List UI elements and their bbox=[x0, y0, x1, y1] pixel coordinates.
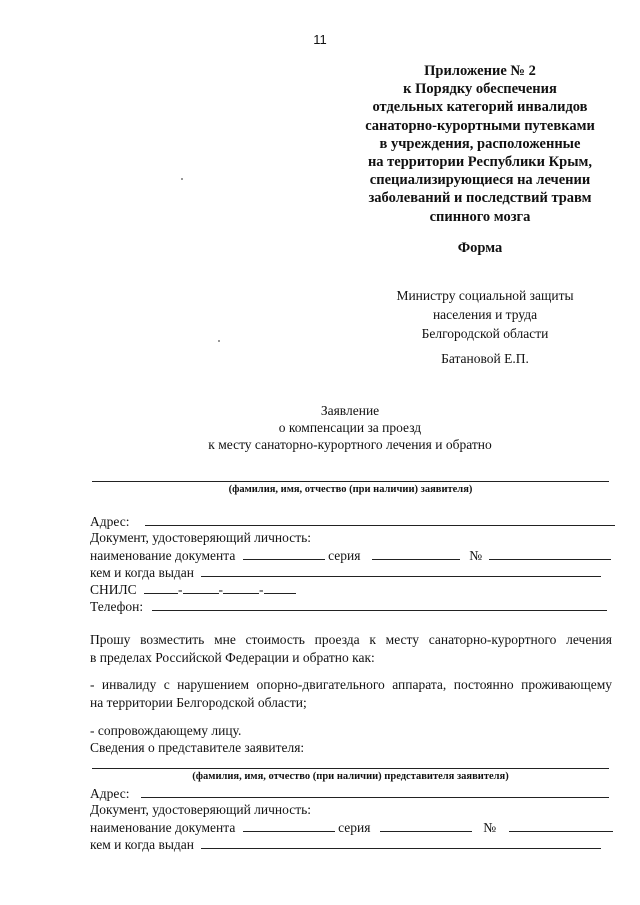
address-label: Адрес: bbox=[90, 514, 130, 529]
applicant-name-caption: (фамилия, имя, отчество (при наличии) заявителя) bbox=[228, 484, 473, 495]
snils-part-2-field[interactable] bbox=[183, 580, 219, 594]
address-label: Адрес: bbox=[90, 786, 130, 801]
snils-part-1-field[interactable] bbox=[144, 580, 178, 594]
representative-address-field[interactable] bbox=[141, 784, 609, 798]
request-line: в пределах Российской Федерации и обратно как: bbox=[90, 650, 375, 665]
representative-id-doc-row bbox=[90, 801, 311, 819]
statement-title bbox=[100, 402, 600, 453]
applicant-name-field[interactable] bbox=[92, 481, 609, 482]
representative-name-field[interactable] bbox=[92, 768, 609, 769]
representative-series-field[interactable] bbox=[380, 818, 472, 832]
addressee-name: Батановой Е.П. bbox=[441, 351, 529, 366]
series-label: серия bbox=[338, 820, 371, 835]
snils-separator: - bbox=[259, 582, 264, 597]
appendix-line: заболеваний и последствий травм bbox=[368, 190, 592, 207]
option-disabled-paragraph bbox=[90, 676, 612, 712]
snils-part-3-field[interactable] bbox=[223, 580, 259, 594]
number-label: № bbox=[469, 548, 483, 563]
representative-doc-name-field[interactable] bbox=[243, 818, 335, 832]
statement-line: о компенсации за проезд bbox=[278, 420, 422, 435]
representative-number-field[interactable] bbox=[509, 818, 613, 832]
number-label: № bbox=[483, 820, 497, 835]
issued-label: кем и когда выдан bbox=[90, 837, 194, 852]
representative-name-caption: (фамилия, имя, отчество (при наличии) представителя заявителя) bbox=[192, 771, 509, 782]
applicant-doc-name-field[interactable] bbox=[243, 546, 325, 560]
option-disabled-line: - инвалиду с нарушением опорно-двигательного аппарата, постоянно проживающему bbox=[90, 677, 612, 692]
applicant-snils-row bbox=[90, 580, 296, 598]
page-number: 11 bbox=[313, 32, 327, 47]
addressee-line: Министру социальной защиты bbox=[396, 288, 574, 303]
appendix-line: в учреждения, расположенные bbox=[379, 135, 581, 152]
applicant-phone-field[interactable] bbox=[152, 597, 607, 611]
request-line: Прошу возместить мне стоимость проезда к месту санаторно-курортного лечения bbox=[90, 632, 612, 647]
scan-speck bbox=[181, 178, 183, 180]
statement-line: к месту санаторно-курортного лечения и обратно bbox=[208, 437, 492, 452]
phone-label: Телефон: bbox=[90, 599, 144, 614]
series-label: серия bbox=[328, 548, 361, 563]
representative-address-row bbox=[90, 784, 609, 802]
appendix-line: санаторно-курортными путевками bbox=[365, 117, 595, 134]
appendix-line: к Порядку обеспечения bbox=[403, 81, 557, 98]
doc-name-label: наименование документа bbox=[90, 548, 236, 563]
id-doc-label: Документ, удостоверяющий личность: bbox=[90, 802, 312, 817]
addressee-block bbox=[345, 286, 625, 343]
representative-issued-row bbox=[90, 835, 601, 853]
applicant-address-field[interactable] bbox=[145, 512, 615, 526]
appendix-header bbox=[330, 62, 630, 226]
appendix-line: отдельных категорий инвалидов bbox=[372, 99, 588, 116]
applicant-phone-row bbox=[90, 597, 607, 615]
form-label: Форма bbox=[457, 240, 503, 256]
applicant-issued-row bbox=[90, 563, 601, 581]
snils-part-4-field[interactable] bbox=[264, 580, 296, 594]
representative-doc-name-row bbox=[90, 818, 613, 836]
issued-label: кем и когда выдан bbox=[90, 565, 194, 580]
snils-separator: - bbox=[218, 582, 224, 597]
applicant-number-field[interactable] bbox=[489, 546, 611, 560]
appendix-line: Приложение № 2 bbox=[424, 63, 536, 79]
appendix-line: спинного мозга bbox=[429, 208, 531, 225]
representative-intro: Сведения о представителе заявителя: bbox=[90, 740, 305, 755]
request-paragraph bbox=[90, 631, 612, 667]
snils-separator: - bbox=[178, 582, 183, 597]
snils-label: СНИЛС bbox=[90, 582, 137, 597]
applicant-doc-name-row bbox=[90, 546, 611, 564]
applicant-issued-field[interactable] bbox=[201, 563, 601, 577]
appendix-line: специализирующиеся на лечении bbox=[369, 172, 591, 189]
statement-line: Заявление bbox=[320, 403, 380, 418]
option-disabled-line: на территории Белгородской области; bbox=[90, 695, 307, 710]
scan-speck bbox=[218, 340, 220, 342]
addressee-line: населения и труда bbox=[432, 307, 538, 322]
applicant-id-doc-row bbox=[90, 529, 311, 547]
addressee-line: Белгородской области bbox=[421, 326, 549, 341]
option-companion: - сопровождающему лицу. bbox=[90, 723, 242, 738]
applicant-address-row bbox=[90, 512, 615, 530]
representative-issued-field[interactable] bbox=[201, 835, 601, 849]
doc-name-label: наименование документа bbox=[90, 820, 236, 835]
applicant-series-field[interactable] bbox=[372, 546, 460, 560]
id-doc-label: Документ, удостоверяющий личность: bbox=[90, 530, 312, 545]
appendix-line: на территории Республики Крым, bbox=[367, 154, 593, 171]
